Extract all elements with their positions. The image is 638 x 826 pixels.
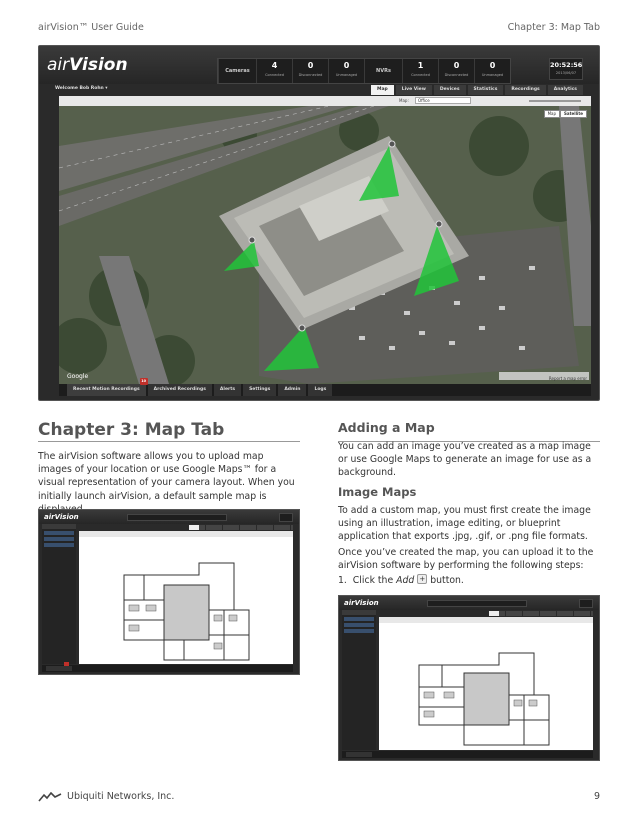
nvrs-unmanaged[interactable]: 0 Unmanaged <box>474 59 510 83</box>
tab-recent-motion-recordings[interactable]: Recent Motion Recordings 10 <box>67 384 146 396</box>
sample-map-screenshot <box>38 509 300 675</box>
small2-main-tabs <box>489 611 593 616</box>
ubiquiti-logo-icon <box>38 792 62 802</box>
map-type-toggle <box>544 110 587 118</box>
tab-archived-recordings[interactable]: Archived Recordings <box>148 384 212 396</box>
tab-alerts[interactable]: Alerts <box>214 384 241 396</box>
tab-settings-bottom[interactable]: Settings <box>243 384 276 396</box>
recordings-count-badge: 10 <box>141 379 147 383</box>
map-tab-screenshot <box>38 45 600 401</box>
small-device-stats <box>127 514 227 521</box>
cameras-label: Cameras <box>218 59 256 83</box>
tab-live-view[interactable]: Live View <box>396 85 432 95</box>
tab-map[interactable]: Map <box>371 85 394 95</box>
cameras-connected[interactable]: 4 Connected <box>256 59 292 83</box>
floor-plan-image <box>104 555 254 665</box>
add-icon: + <box>417 574 427 584</box>
adding-map-heading: Adding a Map <box>338 420 435 435</box>
satellite-image <box>59 106 591 384</box>
tab-logs[interactable]: Logs <box>308 384 332 396</box>
chapter-heading: Chapter 3: Map Tab <box>38 420 225 440</box>
intro-paragraph: The airVision software allows you to upload map images of your location or use Google Maps™ for a visual representation of your camera layout. When you initially launch airVision, a default sample map is <box>38 451 295 502</box>
floor-plan-image-2 <box>404 645 554 750</box>
zoom-slider[interactable] <box>529 100 581 102</box>
tab-statistics[interactable]: Statistics <box>468 85 504 95</box>
small-airvision-logo: airVision <box>44 513 79 521</box>
page-number: 9 <box>593 791 600 802</box>
airvision-logo: airVision <box>47 55 128 75</box>
nvrs-label: NVRs <box>364 59 402 83</box>
map-type-map-button[interactable]: Map <box>544 110 560 118</box>
map-attribution[interactable]: Report a map error <box>548 376 587 381</box>
tab-admin[interactable]: Admin <box>278 384 306 396</box>
small-map-area <box>79 531 293 664</box>
cameras-disconnected[interactable]: 0 Disconnected <box>292 59 328 83</box>
map-select-label: Map: <box>399 98 409 103</box>
heading-rule <box>38 441 300 442</box>
step-1: 1. Click the Add + button. <box>338 575 464 586</box>
tab-recordings[interactable]: Recordings <box>505 85 545 95</box>
header-guide-title: airVision™ User Guide <box>38 22 144 33</box>
small2-clock <box>579 599 593 608</box>
header-chapter: Chapter 3: Map Tab <box>507 22 600 33</box>
map-toolbar <box>59 96 591 106</box>
welcome-user-menu[interactable]: Welcome Bob Rohn ▾ <box>55 86 108 91</box>
main-tabs <box>371 85 583 95</box>
small2-device-stats <box>427 600 527 607</box>
small-bottom-tabs <box>42 665 293 672</box>
satellite-map[interactable] <box>59 106 591 384</box>
footer-company: Ubiquiti Networks, Inc. <box>38 791 174 802</box>
map-type-satellite-button[interactable]: Satellite <box>560 110 587 118</box>
clock: 20:52:56 2013/06/07 <box>549 58 583 80</box>
tab-analytics[interactable]: Analytics <box>548 85 583 95</box>
small-main-tabs <box>189 525 293 530</box>
small2-map-area <box>379 617 593 750</box>
small-sidebar <box>42 524 76 664</box>
small2-bottom-tabs <box>342 751 593 758</box>
nvrs-disconnected[interactable]: 0 Disconnected <box>438 59 474 83</box>
small-app-top-bar <box>39 510 299 524</box>
add-map-screenshot <box>338 595 600 761</box>
cameras-unmanaged[interactable]: 0 Unmanaged <box>328 59 364 83</box>
map-select[interactable]: Office <box>415 97 471 104</box>
image-maps-paragraph: To add a custom map, you must first create the image using an illustration, image editing, or blueprint application that exports .jpg, .gif, or .png file formats. <box>338 505 591 543</box>
bottom-tabs <box>59 379 591 396</box>
upload-paragraph: Once you’ve created the map, you can upload it to the airVision software by performing the following steps: <box>338 547 594 572</box>
small-clock <box>279 513 293 522</box>
app-top-bar <box>39 46 599 84</box>
tab-devices[interactable]: Devices <box>434 85 466 95</box>
small2-app-top-bar <box>339 596 599 610</box>
image-maps-heading: Image Maps <box>338 485 417 499</box>
device-stats <box>217 58 511 84</box>
small2-airvision-logo: airVision <box>344 599 379 607</box>
adding-map-paragraph: You can add an image you’ve created as a map image or use Google Maps to generate an image for use as a background. <box>338 441 592 479</box>
nvrs-connected[interactable]: 1 Connected <box>402 59 438 83</box>
svg-text:Google: Google <box>67 373 89 380</box>
small2-sidebar <box>342 610 376 750</box>
